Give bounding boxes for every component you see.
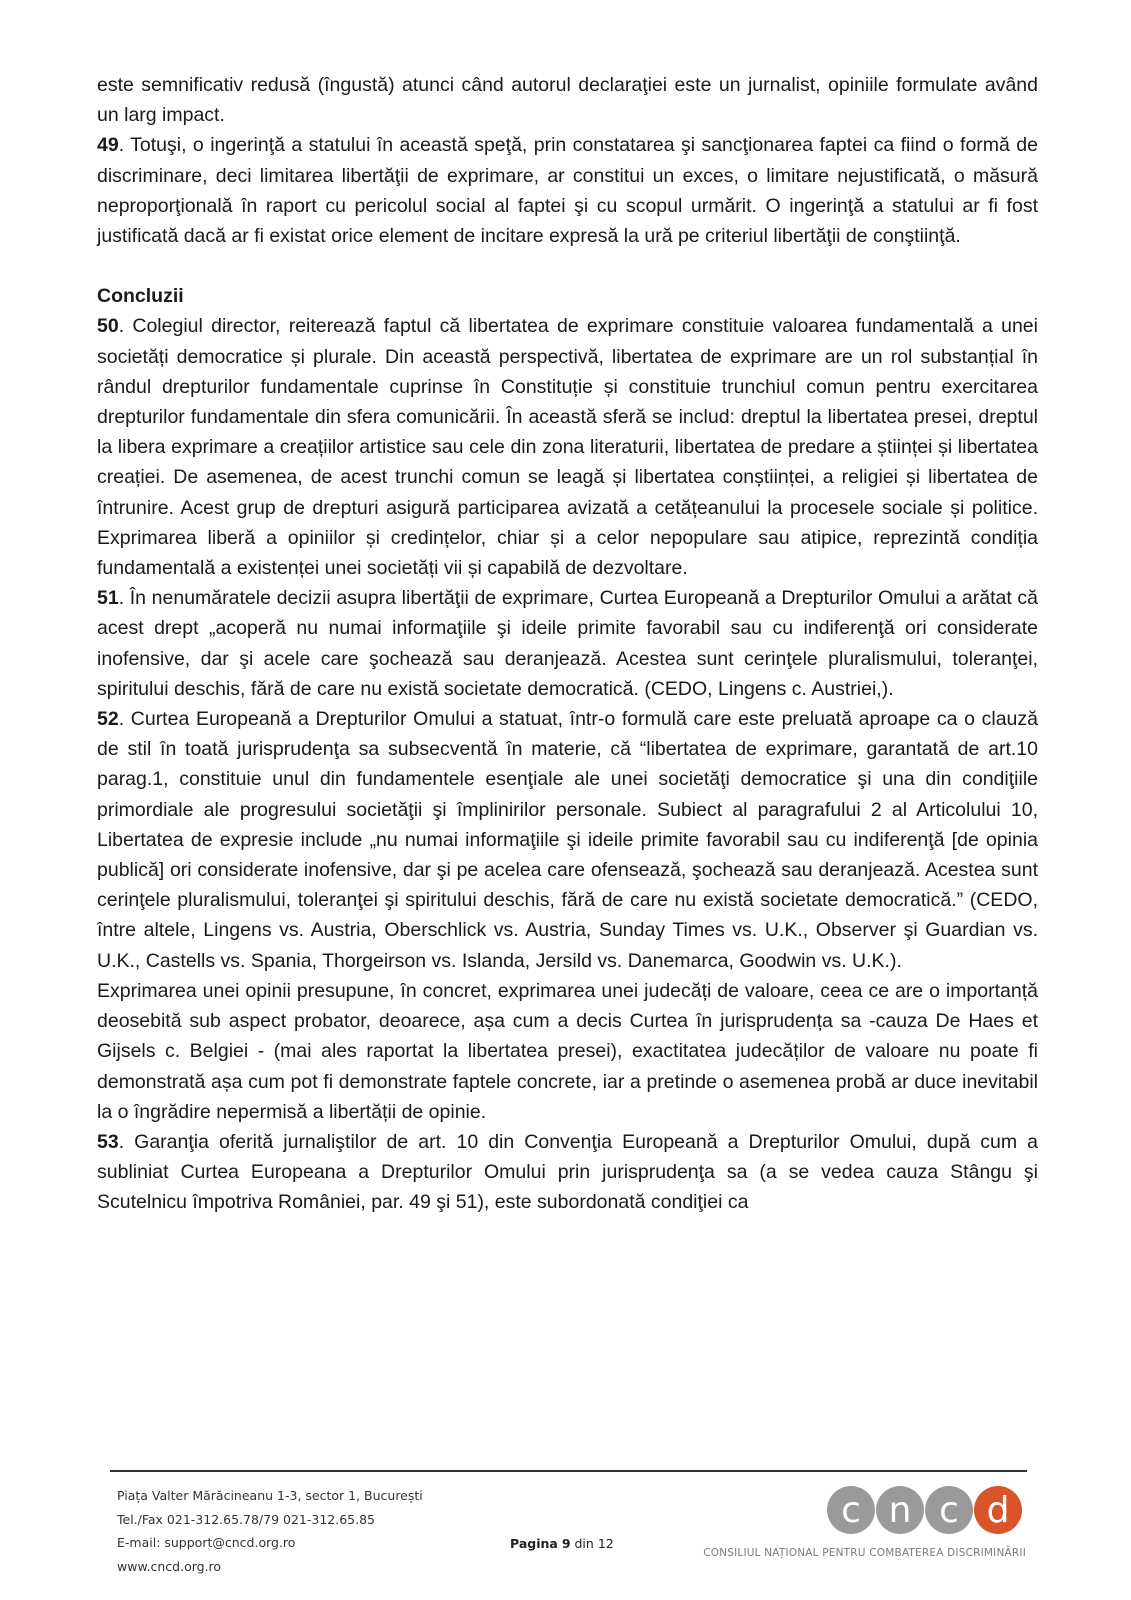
paragraph-text: . În nenumăratele decizii asupra libertăţii de exprimare, Curtea Europeană a Drepturilor Omului a arătat că acest drept „acoperă nu numai informaţiile şi ideile primite favorabil sau cu indiferenţă ori considerate inofensive, dar şi acele care şochează sau deranjează. Acestea sunt cerinţele pluralismului, toleranţei, spiritului deschis, fără de care nu există societate democratică. (CEDO, Lingens c. Austriei,). [97, 587, 1038, 700]
footer-divider [110, 1470, 1027, 1472]
paragraph-intro: este semnificativ redusă (îngustă) atunci când autorul declaraţiei este un jurnalist, opiniile formulate având un larg impact. [97, 74, 1038, 127]
spacer [97, 251, 1038, 281]
page-number [510, 1536, 614, 1551]
paragraph-number: 50 [97, 315, 119, 338]
logo-letter-n: n [888, 1490, 912, 1531]
footer-phone: Tel./Fax 021-312.65.78/79 021-312.65.85 [117, 1511, 375, 1527]
logo-letter-c2: c [939, 1490, 959, 1531]
paragraph-text: . Totuşi, o ingerinţă a statului în această speţă, prin constatarea şi sancţionarea faptei ca fiind o formă de discriminare, deci limitarea libertăţii de exprimare, ar constitui un exces, o limitare nejustificată, o măsură neproporţională în raport cu pericolul social al faptei şi cu scopul urmărit. O ingerinţă a statului ar fi fost justificată dacă ar fi existat orice element de incitare expresă la ură pe criteriul libertăţii de conştiinţă. [97, 134, 1038, 248]
page-prefix: Pagina [510, 1536, 558, 1551]
page-current: 9 [561, 1536, 571, 1551]
paragraph-49 [97, 130, 1038, 251]
paragraph-text: . Colegiul director, reiterează faptul că libertatea de exprimare constituie valoarea fundamentală a unei societăți democratice și plurale. Din această perspectivă, libertatea de exprimare are un rol substanțial în rândul drepturilor fundamentale cuprinse în Constituție și constituie trunchiul comun pentru exercitarea drepturilor fundamentale din sfera comunicării. În această sferă se includ: dreptul la libertatea presei, dreptul la libera exprimare a creațiilor artistice sau cele din zona literaturii, libertatea de predare a științei și libertatea creației. De asemenea, de acest trunchi comun se leagă și libertatea conștiinței, a religiei și libertatea de întrunire. Acest grup de drepturi asigură participarea avizată a cetățeanului la procesele sociale și politice. Exprimarea liberă a opiniilor și credințelor, chiar și a celor nepopulare sau atipice, reprezintă condiția fundamentală a existenței unei societăți vii și capabilă de dezvoltare. [97, 315, 1038, 580]
paragraph-52 [97, 704, 1038, 976]
footer-website[interactable]: www.cncd.org.ro [117, 1558, 222, 1574]
paragraph-number: 51 [97, 587, 119, 610]
page-middle: din [574, 1536, 594, 1551]
paragraph-number: 52 [97, 708, 119, 731]
paragraph-number: 49 [97, 134, 119, 157]
paragraph-53 [97, 1127, 1038, 1218]
logo-letter-d: d [986, 1490, 1010, 1531]
paragraph-text: . Curtea Europeană a Drepturilor Omului a statuat, într-o formulă care este preluată aproape ca o clauză de stil în toată jurisprudenţa sa subsecventă în materie, că “libertatea de exprimare, garantată de art.10 parag.1, constituie unul din fundamentele esenţiale ale unei societăţi democratice şi una din condiţiile primordiale ale progresului societăţii şi împlinirilor personale. Subiect al paragrafului 2 al Articolului 10, Libertatea de expresie include „nu numai informaţiile şi ideile primite favorabil sau cu indiferenţă [de opinia publică] ori considerate inofensive, dar şi pe acelea care ofensează, şochează sau deranjează. Acestea sunt cerinţele pluralismului, toleranţei şi spiritului deschis, fără de care nu există societate democratică.” (CEDO, între altele, Lingens vs. Austria, Oberschlick vs. Austria, Sunday Times vs. U.K., Observer şi Guardian vs. U.K., Castells vs. Spania, Thorgeirson vs. Islanda, Jersild vs. Danemarca, Goodwin vs. U.K.). [97, 708, 1038, 972]
footer-email[interactable]: E-mail: support@cncd.org.ro [117, 1535, 296, 1550]
cncd-logo [827, 1484, 1022, 1536]
page-total: 12 [597, 1536, 614, 1551]
section-heading: Concluzii [97, 285, 184, 308]
paragraph-text: . Garanţia oferită jurnaliştilor de art. 10 din Convenţia Europeană a Drepturilor Omului, după cum a subliniat Curtea Europeana a Drepturilor Omului prin jurisprudenţa sa (a se vedea cauza Stângu şi Scutelnicu împotriva României, par. 49 şi 51), este subordonată condiţiei ca [97, 1130, 1038, 1214]
document-body [97, 70, 1038, 1218]
footer-contact [117, 1484, 423, 1578]
paragraph-number: 53 [97, 1130, 119, 1153]
logo-letter-c1: c [841, 1490, 861, 1531]
paragraph-opinion: Exprimarea unei opinii presupune, în concret, exprimarea unei judecăți de valoare, ceea ce are o importanță deosebită sub aspect probator, deoarece, așa cum a decis Curtea în jurisprudența sa -cauza De Haes et Gijsels c. Belgiei - (mai ales raportat la libertatea presei), exactitatea judecăților de valoare nu poate fi demonstrată așa cum pot fi demonstrate faptele concrete, iar a pretinde o asemenea probă ar duce inevitabil la o îngrădire nepermisă a libertății de opinie. [97, 979, 1038, 1123]
paragraph-50 [97, 311, 1038, 583]
paragraph-51 [97, 583, 1038, 704]
logo-caption: CONSILIUL NAȚIONAL PENTRU COMBATEREA DISCRIMINĂRII [703, 1547, 1026, 1559]
footer-address: Piața Valter Mărăcineanu 1-3, sector 1, București [117, 1488, 423, 1503]
